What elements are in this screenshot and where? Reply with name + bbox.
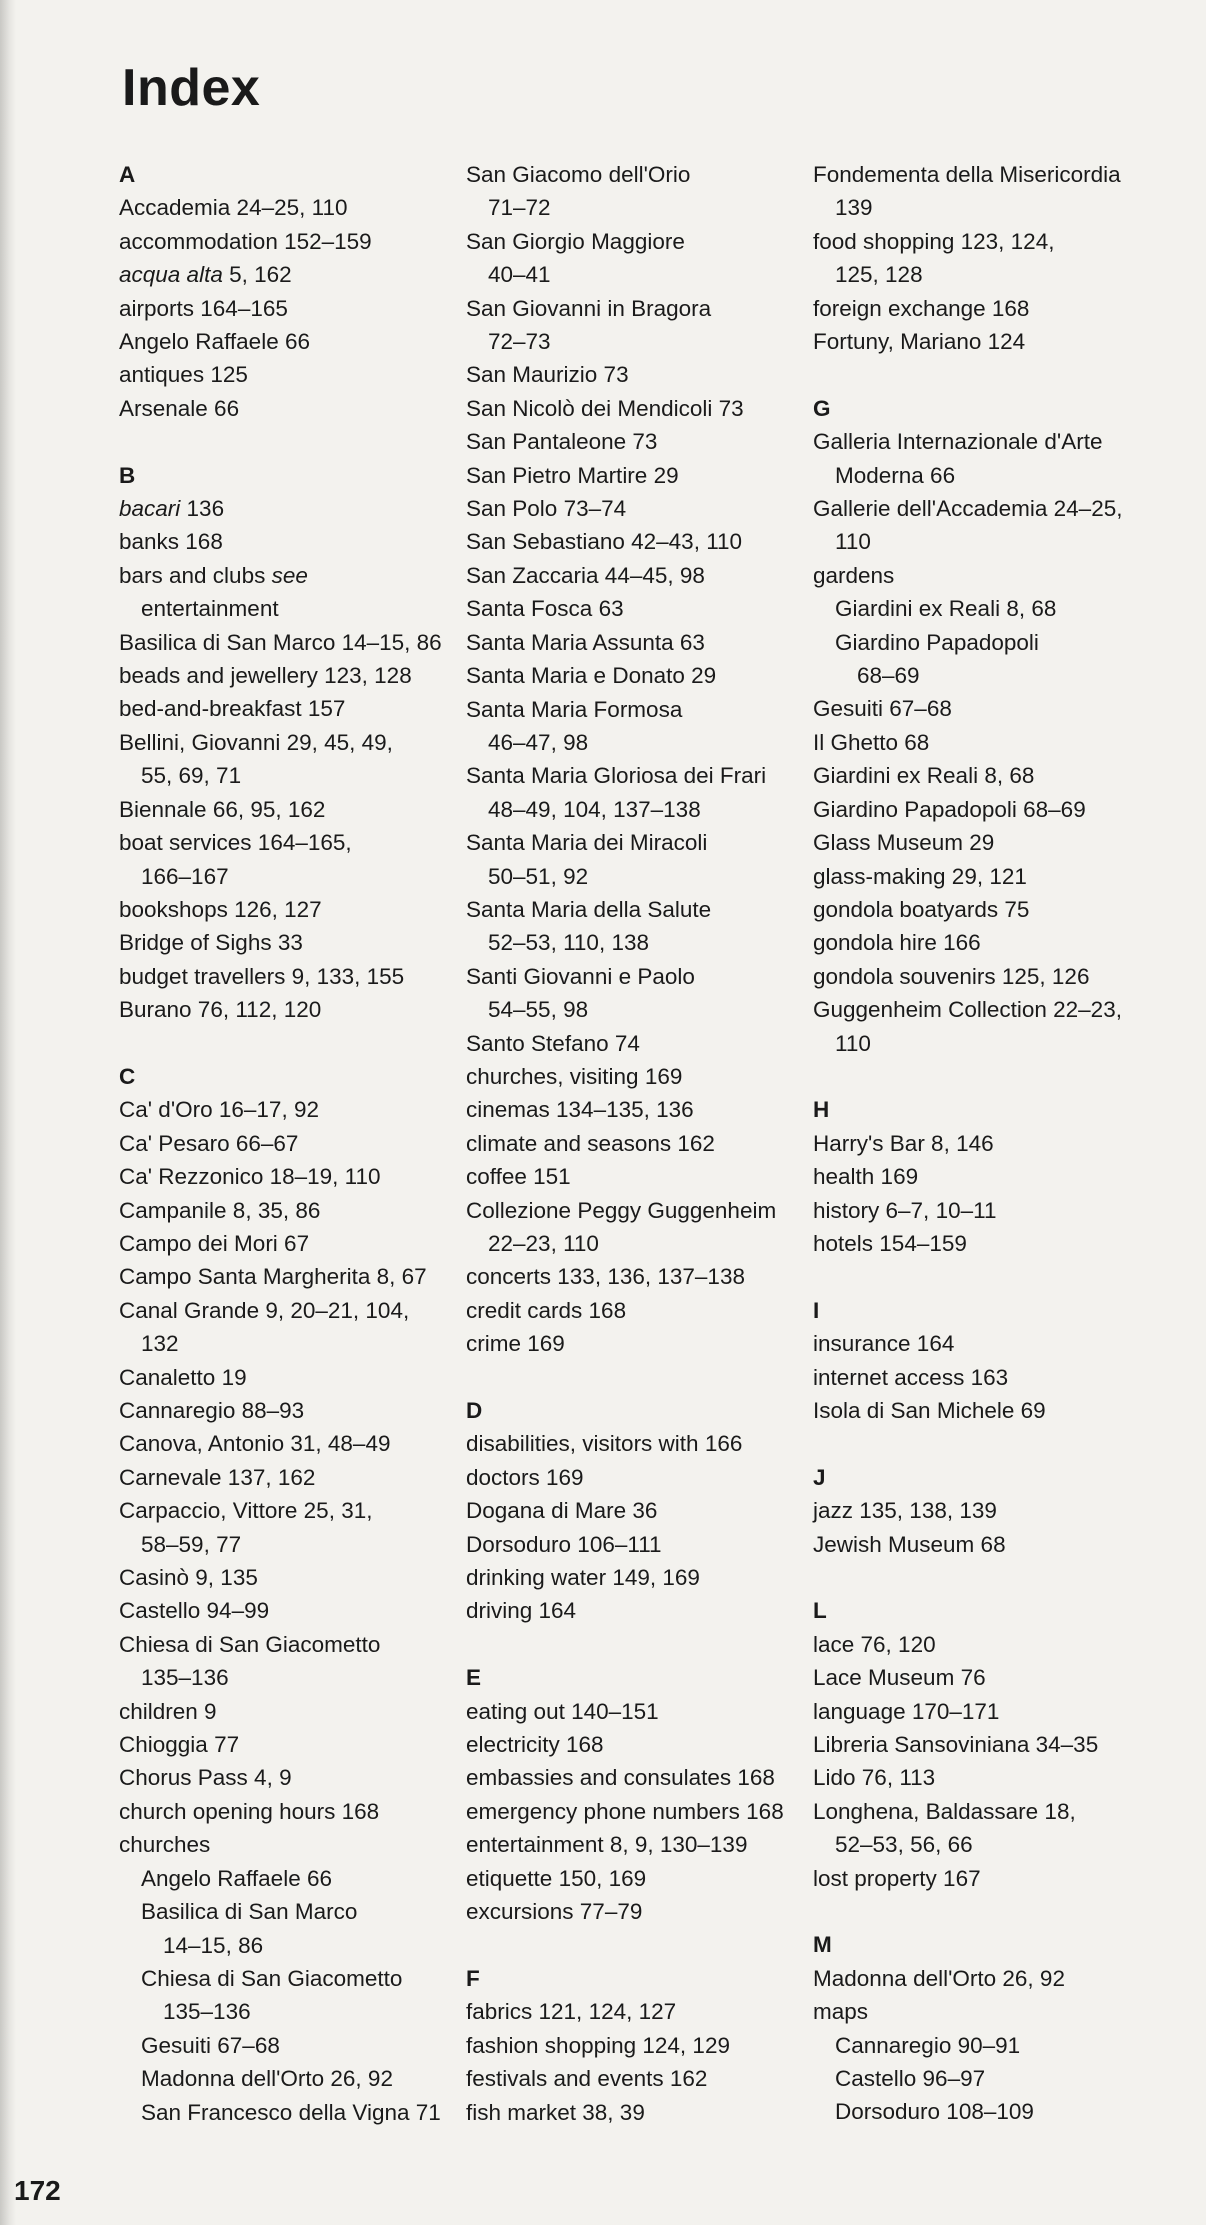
index-entry-text: banks 168 xyxy=(119,529,223,555)
index-entry xyxy=(813,726,1165,759)
index-entry-text: Dorsoduro 106–111 xyxy=(466,1531,662,1557)
index-entry-text: foreign exchange 168 xyxy=(813,295,1030,321)
index-column-3 xyxy=(813,158,1165,2129)
page-number: 172 xyxy=(14,2175,61,2206)
index-entry-continuation: 48–49, 104, 137–138 xyxy=(488,796,701,822)
index-entry-text: Cannaregio 88–93 xyxy=(119,1398,305,1423)
section-spacer xyxy=(813,1427,1165,1460)
index-entry xyxy=(466,1194,806,1227)
index-entry xyxy=(119,726,459,759)
index-entry xyxy=(466,2062,806,2095)
index-entry-text: Campo Santa Margherita 8, 67 xyxy=(119,1264,427,1290)
index-column-2 xyxy=(466,158,806,2129)
index-entry-text: Carpaccio, Vittore 25, 31, xyxy=(119,1498,373,1524)
index-entry xyxy=(119,1093,459,1126)
index-entry-text: Galleria Internazionale d'Arte xyxy=(813,429,1103,455)
index-entry-text: bars and clubs xyxy=(119,562,272,588)
index-entry xyxy=(119,492,459,525)
index-entry xyxy=(119,1427,459,1460)
index-entry-text: boat services 164–165, xyxy=(119,830,352,856)
index-entry xyxy=(813,1995,1165,2028)
index-subentry: Chiesa di San Giacometto xyxy=(141,1965,403,1991)
index-subentry: San Sebastiano 42–43, 110 xyxy=(466,529,743,555)
index-entry-text: Chorus Pass 4, 9 xyxy=(119,1765,292,1791)
index-entry-text: etiquette 150, 169 xyxy=(466,1865,647,1891)
index-subentry: San Nicolò dei Mendicoli 73 xyxy=(466,395,744,421)
index-subentry: San Maurizio 73 xyxy=(466,362,629,388)
section-spacer xyxy=(813,1561,1165,1594)
index-entry xyxy=(466,1795,806,1828)
index-entry-text: Madonna dell'Orto 26, 92 xyxy=(813,1965,1065,1991)
index-entry xyxy=(466,1895,806,1928)
index-letter-heading: J xyxy=(813,1464,826,1490)
index-entry-text: concerts 133, 136, 137–138 xyxy=(466,1264,745,1290)
index-subentry: Giardino Papadopoli xyxy=(835,629,1039,655)
index-entry xyxy=(466,1494,806,1527)
index-entry-text: jazz 135, 138, 139 xyxy=(813,1498,997,1524)
index-entry-text: Ca' Pesaro 66–67 xyxy=(119,1130,299,1156)
index-letter-heading: D xyxy=(466,1398,483,1424)
index-entry-text: airports 164–165 xyxy=(119,295,288,321)
index-entry-text: festivals and events 162 xyxy=(466,2066,708,2092)
index-entry-text: Campo dei Mori 67 xyxy=(119,1230,310,1256)
index-term-italic: acqua alta xyxy=(119,262,223,288)
index-entry xyxy=(466,1260,806,1293)
index-entry xyxy=(119,1127,459,1160)
index-entry xyxy=(466,1862,806,1895)
index-subentry: Castello 96–97 xyxy=(835,2066,986,2092)
index-entry-text: beads and jewellery 123, 128 xyxy=(119,663,412,689)
index-entry-continuation: 50–51, 92 xyxy=(488,863,589,889)
index-term-italic: bacari xyxy=(119,496,181,522)
index-pages: 136 xyxy=(180,496,225,522)
index-entry-continuation: 166–167 xyxy=(141,863,229,889)
index-entry-continuation: 110 xyxy=(835,1030,871,1056)
index-entry xyxy=(813,1728,1165,1761)
index-subentry: Santa Maria Formosa xyxy=(466,696,683,722)
index-entry-text: Collezione Peggy Guggenheim xyxy=(466,1197,777,1223)
index-entry-text: Canova, Antonio 31, 48–49 xyxy=(119,1431,391,1457)
index-entry xyxy=(119,1594,459,1627)
index-entry xyxy=(119,559,459,592)
index-entry xyxy=(813,893,1165,926)
index-entry xyxy=(813,1761,1165,1794)
index-entry xyxy=(466,1528,806,1561)
index-entry-text: food shopping 123, 124, xyxy=(813,228,1055,254)
index-entry xyxy=(813,1327,1165,1360)
index-entry xyxy=(466,2029,806,2062)
index-entry-text: electricity 168 xyxy=(466,1732,604,1758)
index-subentry-continuation: 135–136 xyxy=(163,1999,251,2025)
index-pages: 5, 162 xyxy=(222,262,292,288)
index-entry-text: Campanile 8, 35, 86 xyxy=(119,1197,321,1223)
index-entry-text: Isola di San Michele 69 xyxy=(813,1397,1046,1423)
index-subentry: San Polo 73–74 xyxy=(466,496,627,522)
index-entry xyxy=(466,1561,806,1594)
section-spacer xyxy=(466,1929,806,1962)
index-entry xyxy=(813,692,1165,725)
index-subentry: Santa Maria dei Miracoli xyxy=(466,830,708,856)
index-entry-continuation: 22–23, 110 xyxy=(488,1231,599,1256)
index-entry xyxy=(119,1361,459,1394)
index-entry-text: Burano 76, 112, 120 xyxy=(119,997,322,1023)
index-entry-text: internet access 163 xyxy=(813,1364,1009,1390)
index-entry-text: churches, visiting 169 xyxy=(466,1063,683,1089)
index-letter-heading: A xyxy=(119,162,136,187)
index-entry-text: bookshops 126, 127 xyxy=(119,896,322,922)
index-entry-text: hotels 154–159 xyxy=(813,1230,967,1256)
index-entry-text: entertainment 8, 9, 130–139 xyxy=(466,1832,748,1858)
index-entry xyxy=(813,1394,1165,1427)
index-entry xyxy=(119,1828,459,1861)
index-entry xyxy=(466,1160,806,1193)
index-entry xyxy=(119,893,459,926)
index-entry xyxy=(119,793,459,826)
index-subentry: Giardini ex Reali 8, 68 xyxy=(835,596,1057,622)
page-edge xyxy=(0,0,16,2225)
index-entry-text: Glass Museum 29 xyxy=(813,830,995,856)
index-subentry-continuation: 68–69 xyxy=(857,663,920,689)
index-entry-text: gondola boatyards 75 xyxy=(813,896,1030,922)
index-entry-text: Castello 94–99 xyxy=(119,1598,270,1624)
index-entry xyxy=(119,1761,459,1794)
index-subentry: Basilica di San Marco xyxy=(141,1899,358,1925)
index-entry-text: Giardino Papadopoli 68–69 xyxy=(813,796,1086,822)
section-spacer xyxy=(813,358,1165,391)
index-entry xyxy=(466,1695,806,1728)
index-entry xyxy=(813,860,1165,893)
index-entry-text: crime 169 xyxy=(466,1331,565,1357)
index-subentry: Dorsoduro 108–109 xyxy=(835,2099,1034,2125)
index-entry xyxy=(813,1494,1165,1527)
index-entry-continuation: 135–136 xyxy=(141,1665,229,1691)
index-entry xyxy=(813,1194,1165,1227)
index-letter-heading: L xyxy=(813,1598,827,1624)
index-entry-continuation: 125, 128 xyxy=(835,262,923,288)
index-letter-heading: F xyxy=(466,1965,480,1991)
index-entry xyxy=(813,759,1165,792)
section-spacer xyxy=(466,1361,806,1394)
index-cross-reference: see xyxy=(271,562,308,588)
index-subentry: San Zaccaria 44–45, 98 xyxy=(466,562,705,588)
index-entry-continuation: 52–53, 110, 138 xyxy=(488,930,649,956)
index-entry xyxy=(119,358,459,391)
index-entry xyxy=(813,492,1165,525)
index-entry-text: health 169 xyxy=(813,1164,919,1190)
index-entry xyxy=(813,1361,1165,1394)
index-entry xyxy=(119,1160,459,1193)
index-entry xyxy=(119,292,459,325)
index-entry xyxy=(813,325,1165,358)
section-spacer xyxy=(813,1260,1165,1293)
index-entry xyxy=(119,1695,459,1728)
section-spacer xyxy=(813,1060,1165,1093)
section-spacer xyxy=(813,1895,1165,1928)
index-entry xyxy=(813,292,1165,325)
index-column-1 xyxy=(119,158,459,2129)
index-entry-text: maps xyxy=(813,1999,869,2025)
index-entry-text: disabilities, visitors with 166 xyxy=(466,1431,743,1457)
index-subentry: San Pantaleone 73 xyxy=(466,429,658,455)
index-entry-text: drinking water 149, 169 xyxy=(466,1565,700,1591)
index-entry-text: Ca' Rezzonico 18–19, 110 xyxy=(119,1164,381,1190)
index-entry xyxy=(813,1528,1165,1561)
index-entry-text: Gesuiti 67–68 xyxy=(813,696,952,722)
index-subentry: San Giacomo dell'Orio xyxy=(466,162,691,187)
index-entry xyxy=(119,1561,459,1594)
index-entry xyxy=(119,960,459,993)
index-entry xyxy=(119,826,459,859)
index-entry-text: Biennale 66, 95, 162 xyxy=(119,796,326,822)
index-subentry: Gesuiti 67–68 xyxy=(141,2032,280,2058)
index-entry xyxy=(813,225,1165,258)
index-letter-heading: B xyxy=(119,462,136,488)
index-letter-heading: G xyxy=(813,395,831,421)
index-letter-heading: E xyxy=(466,1665,482,1691)
index-entry-text: Angelo Raffaele 66 xyxy=(119,329,310,355)
index-entry xyxy=(119,392,459,425)
index-entry xyxy=(466,1060,806,1093)
index-entry-text: Longhena, Baldassare 18, xyxy=(813,1798,1076,1824)
index-entry xyxy=(119,659,459,692)
index-entry xyxy=(119,1461,459,1494)
index-subentry: Madonna dell'Orto 26, 92 xyxy=(141,2066,393,2092)
index-entry-text: emergency phone numbers 168 xyxy=(466,1798,784,1824)
index-letter-heading: C xyxy=(119,1063,136,1089)
index-entry-text: Dogana di Mare 36 xyxy=(466,1498,658,1524)
index-entry xyxy=(813,1160,1165,1193)
index-entry-text: climate and seasons 162 xyxy=(466,1130,715,1156)
index-entry xyxy=(119,1194,459,1227)
index-entry-continuation: 72–73 xyxy=(488,329,551,355)
index-entry-text: gondola souvenirs 125, 126 xyxy=(813,963,1090,989)
index-subentry: Angelo Raffaele 66 xyxy=(141,1865,332,1891)
index-entry xyxy=(119,1728,459,1761)
index-subentry: Santi Giovanni e Paolo xyxy=(466,963,695,989)
index-entry xyxy=(813,1862,1165,1895)
index-entry-continuation: 40–41 xyxy=(488,262,551,288)
index-entry-text: Canal Grande 9, 20–21, 104, xyxy=(119,1297,410,1323)
index-entry xyxy=(119,1494,459,1527)
index-subentry: Santa Fosca 63 xyxy=(466,596,624,622)
index-subentry: Santa Maria e Donato 29 xyxy=(466,663,717,689)
index-subentry: Cannaregio 90–91 xyxy=(835,2032,1021,2058)
index-entry xyxy=(813,1795,1165,1828)
index-entry xyxy=(119,692,459,725)
index-entry xyxy=(119,926,459,959)
index-entry-continuation: 132 xyxy=(141,1331,179,1357)
index-subentry: San Giorgio Maggiore xyxy=(466,228,685,254)
index-entry-text: Arsenale 66 xyxy=(119,395,240,421)
index-entry-text: fish market 38, 39 xyxy=(466,2099,645,2125)
index-letter-heading: I xyxy=(813,1297,820,1323)
index-entry-text: children 9 xyxy=(119,1698,217,1724)
index-subentry: San Francesco della Vigna 71 xyxy=(141,2099,441,2125)
index-entry-continuation: entertainment xyxy=(141,596,279,622)
index-entry-text: Canaletto 19 xyxy=(119,1364,247,1390)
index-entry-text: credit cards 168 xyxy=(466,1297,627,1323)
index-entry xyxy=(813,926,1165,959)
index-entry xyxy=(813,1695,1165,1728)
index-entry xyxy=(119,1628,459,1661)
index-entry xyxy=(466,1828,806,1861)
index-entry-text: churches xyxy=(119,1832,211,1858)
index-entry xyxy=(119,1260,459,1293)
index-entry-continuation: 71–72 xyxy=(488,195,551,221)
index-entry xyxy=(466,2096,806,2129)
section-spacer xyxy=(119,1027,459,1060)
index-entry-text: Il Ghetto 68 xyxy=(813,729,930,755)
index-entry-text: Giardini ex Reali 8, 68 xyxy=(813,763,1035,789)
index-entry-text: Accademia 24–25, 110 xyxy=(119,195,348,221)
index-entry-text: Bellini, Giovanni 29, 45, 49, xyxy=(119,729,393,755)
index-entry-text: accommodation 152–159 xyxy=(119,228,372,254)
index-entry-text: Carnevale 137, 162 xyxy=(119,1464,316,1490)
index-entry xyxy=(813,425,1165,458)
index-entry-text: excursions 77–79 xyxy=(466,1899,643,1925)
index-entry xyxy=(119,993,459,1026)
index-entry xyxy=(813,1227,1165,1260)
index-entry-text: lace 76, 120 xyxy=(813,1631,936,1657)
index-entry-text: embassies and consulates 168 xyxy=(466,1765,775,1791)
index-entry xyxy=(119,525,459,558)
index-entry xyxy=(119,626,459,659)
index-entry-text: Basilica di San Marco 14–15, 86 xyxy=(119,629,442,655)
index-entry xyxy=(119,1294,459,1327)
index-entry-text: lost property 167 xyxy=(813,1865,981,1891)
index-entry xyxy=(813,1628,1165,1661)
index-subentry: Santa Maria Assunta 63 xyxy=(466,629,705,655)
index-entry xyxy=(813,826,1165,859)
index-entry-text: cinemas 134–135, 136 xyxy=(466,1097,694,1123)
index-subentry: Santa Maria Gloriosa dei Frari xyxy=(466,763,767,789)
index-entry-text: glass-making 29, 121 xyxy=(813,863,1027,889)
index-entry-continuation: 139 xyxy=(835,195,873,221)
index-entry xyxy=(813,793,1165,826)
index-entry-text: Gallerie dell'Accademia 24–25, xyxy=(813,496,1123,522)
index-entry-continuation: 46–47, 98 xyxy=(488,729,589,755)
index-entry-text: insurance 164 xyxy=(813,1331,955,1357)
index-entry xyxy=(119,191,459,224)
index-entry xyxy=(813,1127,1165,1160)
index-entry-continuation: 52–53, 56, 66 xyxy=(835,1832,973,1858)
index-entry xyxy=(466,1294,806,1327)
index-entry-continuation: 54–55, 98 xyxy=(488,997,589,1023)
index-entry-text: gondola hire 166 xyxy=(813,930,981,956)
index-subentry: San Giovanni in Bragora xyxy=(466,295,712,321)
index-entry xyxy=(466,1427,806,1460)
index-entry xyxy=(119,1227,459,1260)
index-entry-text: Casinò 9, 135 xyxy=(119,1565,258,1591)
index-subentry-continuation: 14–15, 86 xyxy=(163,1932,264,1958)
index-entry-text: budget travellers 9, 133, 155 xyxy=(119,963,405,989)
index-entry-text: Lace Museum 76 xyxy=(813,1665,986,1691)
index-entry xyxy=(813,559,1165,592)
index-subentry: San Pietro Martire 29 xyxy=(466,462,679,488)
index-entry-text: Harry's Bar 8, 146 xyxy=(813,1130,994,1156)
index-entry-text: gardens xyxy=(813,562,895,588)
index-entry-text: Libreria Sansoviniana 34–35 xyxy=(813,1732,1099,1758)
index-letter-heading: M xyxy=(813,1932,832,1958)
index-entry-continuation: 55, 69, 71 xyxy=(141,763,242,789)
index-entry-text: Ca' d'Oro 16–17, 92 xyxy=(119,1097,319,1123)
index-entry-text: fabrics 121, 124, 127 xyxy=(466,1999,677,2025)
index-entry xyxy=(466,1093,806,1126)
index-entry-text: history 6–7, 10–11 xyxy=(813,1197,997,1223)
index-entry xyxy=(466,1127,806,1160)
index-entry-text: bed-and-breakfast 157 xyxy=(119,696,346,722)
index-entry-text: eating out 140–151 xyxy=(466,1698,659,1724)
index-entry-continuation: 58–59, 77 xyxy=(141,1531,242,1557)
index-entry xyxy=(466,1995,806,2028)
index-entry-text: Chioggia 77 xyxy=(119,1732,240,1758)
index-entry xyxy=(466,1461,806,1494)
index-entry xyxy=(119,325,459,358)
index-subentry: Santo Stefano 74 xyxy=(466,1030,640,1056)
section-spacer xyxy=(119,425,459,458)
index-entry-text: fashion shopping 124, 129 xyxy=(466,2032,730,2058)
index-entry xyxy=(466,1761,806,1794)
index-entry xyxy=(813,1962,1165,1995)
index-entry-text: driving 164 xyxy=(466,1598,577,1624)
page-title: Index xyxy=(122,59,261,117)
index-entry xyxy=(119,1394,459,1427)
index-entry-text: coffee 151 xyxy=(466,1164,571,1190)
index-subentry: Santa Maria della Salute xyxy=(466,896,712,922)
index-entry-text: Lido 76, 113 xyxy=(813,1765,936,1791)
index-entry xyxy=(466,1594,806,1627)
index-entry-text: Chiesa di San Giacometto xyxy=(119,1631,381,1657)
index-entry-continuation: Moderna 66 xyxy=(835,462,956,488)
index-entry-text: Fortuny, Mariano 124 xyxy=(813,329,1026,355)
index-entry xyxy=(466,1728,806,1761)
index-entry xyxy=(813,993,1165,1026)
section-spacer xyxy=(466,1628,806,1661)
index-entry-text: Jewish Museum 68 xyxy=(813,1531,1006,1557)
index-entry-text: doctors 169 xyxy=(466,1464,584,1490)
index-entry-continuation: 110 xyxy=(835,529,871,555)
index-entry xyxy=(813,960,1165,993)
index-entry xyxy=(466,1327,806,1360)
index-entry-text: language 170–171 xyxy=(813,1698,1000,1724)
index-entry-text: Fondementa della Misericordia xyxy=(813,162,1121,187)
index-entry-text: Bridge of Sighs 33 xyxy=(119,930,303,956)
index-entry xyxy=(119,1795,459,1828)
index-entry xyxy=(119,225,459,258)
index-entry xyxy=(813,158,1165,191)
index-entry-text: church opening hours 168 xyxy=(119,1798,380,1824)
index-letter-heading: H xyxy=(813,1097,830,1123)
index-entry-text: antiques 125 xyxy=(119,362,248,388)
index-entry-text: Guggenheim Collection 22–23, xyxy=(813,997,1122,1023)
index-entry xyxy=(119,258,459,291)
index-entry xyxy=(813,1661,1165,1694)
